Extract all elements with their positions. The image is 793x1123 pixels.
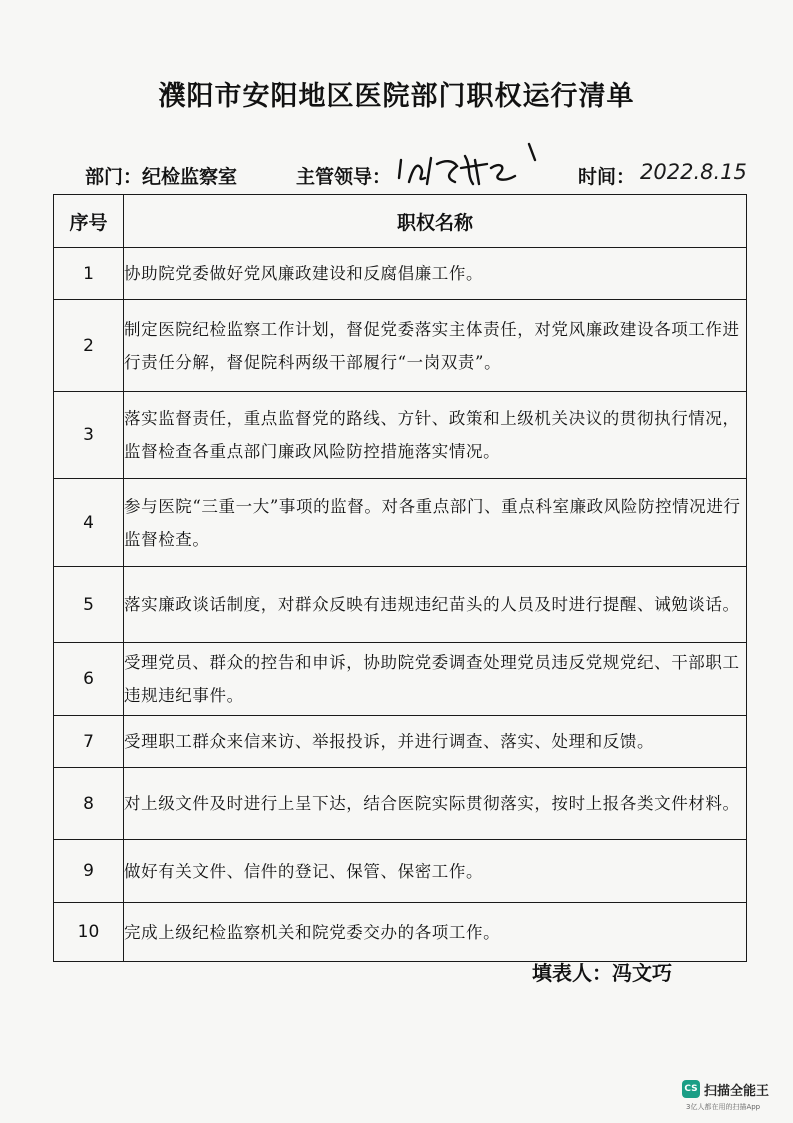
row-text: 落实廉政谈话制度，对群众反映有违规违纪苗头的人员及时进行提醒、诫勉谈话。 bbox=[124, 567, 747, 643]
row-index: 4 bbox=[54, 479, 124, 567]
department-value: 纪检监察室 bbox=[142, 166, 238, 188]
row-text: 受理职工群众来信来访、举报投诉，并进行调查、落实、处理和反馈。 bbox=[124, 716, 747, 768]
department-label: 部门： bbox=[85, 166, 143, 188]
leader-signature bbox=[395, 138, 565, 190]
row-text: 落实监督责任，重点监督党的路线、方针、政策和上级机关决议的贯彻执行情况，监督检查各重点部门廉政风险防控措施落实情况。 bbox=[124, 392, 747, 479]
row-index: 1 bbox=[54, 248, 124, 300]
row-text: 做好有关文件、信件的登记、保管、保密工作。 bbox=[124, 840, 747, 903]
table-row bbox=[54, 479, 747, 567]
table-row bbox=[54, 248, 747, 300]
table-row bbox=[54, 392, 747, 479]
row-text: 参与医院“三重一大”事项的监督。对各重点部门、重点科室廉政风险防控情况进行监督检查。 bbox=[124, 479, 747, 567]
duties-table bbox=[53, 194, 747, 962]
time-label: 时间： bbox=[578, 166, 636, 188]
table-row bbox=[54, 643, 747, 716]
department-field bbox=[85, 162, 237, 189]
row-index: 9 bbox=[54, 840, 124, 903]
row-text: 完成上级纪检监察机关和院党委交办的各项工作。 bbox=[124, 903, 747, 962]
row-text: 对上级文件及时进行上呈下达，结合医院实际贯彻落实，按时上报各类文件材料。 bbox=[124, 768, 747, 840]
scanner-watermark bbox=[682, 1080, 782, 1120]
table-row bbox=[54, 567, 747, 643]
watermark-tagline: 3亿人都在用的扫描App bbox=[686, 1103, 761, 1111]
row-index: 3 bbox=[54, 392, 124, 479]
row-text: 协助院党委做好党风廉政建设和反腐倡廉工作。 bbox=[124, 248, 747, 300]
row-index: 10 bbox=[54, 903, 124, 962]
filler-field bbox=[532, 957, 672, 986]
watermark-app-name: 扫描全能王 bbox=[704, 1084, 770, 1099]
row-index: 5 bbox=[54, 567, 124, 643]
row-text: 受理党员、群众的控告和申诉，协助院党委调查处理党员违反党规党纪、干部职工违规违纪事件。 bbox=[124, 643, 747, 716]
table-row bbox=[54, 903, 747, 962]
filler-name: 冯文巧 bbox=[612, 961, 672, 985]
table-header-row bbox=[54, 195, 747, 248]
row-index: 6 bbox=[54, 643, 124, 716]
document-title: 濮阳市安阳地区医院部门职权运行清单 bbox=[158, 81, 635, 112]
cs-logo-icon: CS bbox=[682, 1080, 700, 1098]
header-index: 序号 bbox=[54, 195, 124, 248]
leader-label: 主管领导： bbox=[296, 166, 392, 188]
table-row bbox=[54, 716, 747, 768]
table-row bbox=[54, 840, 747, 903]
table-row bbox=[54, 768, 747, 840]
row-index: 7 bbox=[54, 716, 124, 768]
row-index: 2 bbox=[54, 300, 124, 392]
table-row bbox=[54, 300, 747, 392]
header-name: 职权名称 bbox=[124, 195, 747, 248]
time-value: 2022.8.15 bbox=[640, 160, 747, 184]
filler-label: 填表人： bbox=[532, 961, 612, 985]
row-text: 制定医院纪检监察工作计划，督促党委落实主体责任，对党风廉政建设各项工作进行责任分解，督促院科两级干部履行“一岗双责”。 bbox=[124, 300, 747, 392]
row-index: 8 bbox=[54, 768, 124, 840]
